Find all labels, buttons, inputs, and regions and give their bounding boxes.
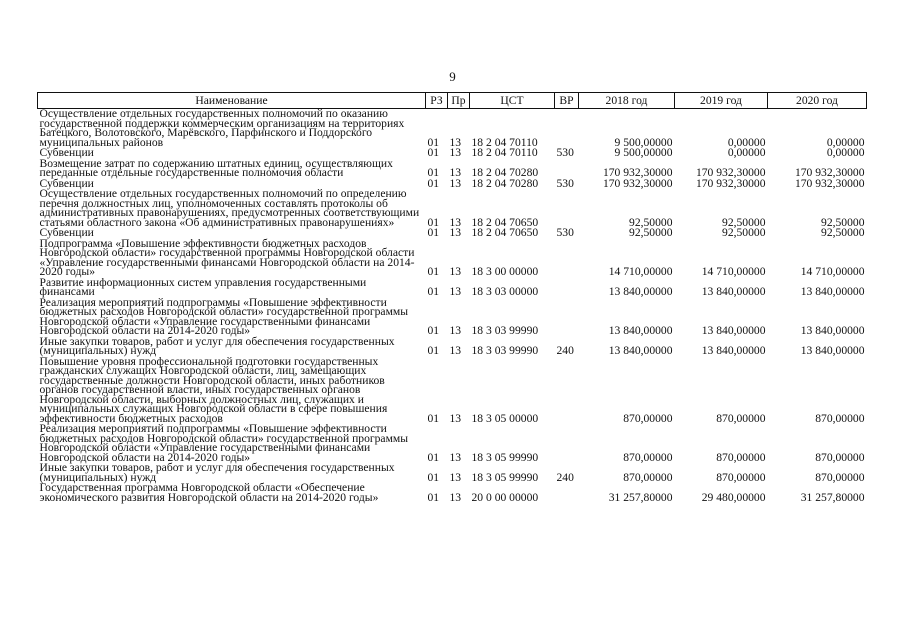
row-2018: 870,00000 (623, 411, 673, 425)
row-name: Реализация мероприятий подпрограммы «Повышение эффективности бюджетных расходов Новгородской области» государственной программы Новгородской области «Управление государственными финансами Новгородской области на 2014-2020 годы» (39, 295, 409, 337)
row-vr: 530 (556, 226, 574, 239)
row-cst: 18 3 03 99990 (471, 324, 539, 337)
row-2019: 870,00000 (716, 450, 766, 464)
row-2019: 13 840,00000 (701, 285, 766, 298)
row-cst: 18 2 04 70280 (471, 166, 539, 179)
row-name: Осуществление отдельных государственных полномочий по определению перечня должностных лиц, уполномоченных составлять протоколы об административных правонарушениях, предусмотренных соответствующими статьями областного закона «Об административных правонарушениях» (39, 187, 420, 229)
row-2018: 170 932,30000 (602, 176, 673, 190)
header-rz: РЗ (426, 93, 448, 109)
row-pr: 13 (449, 215, 462, 229)
row-cst: 20 0 00 00000 (471, 490, 539, 504)
row-name: Государственная программа Новгородской области «Обеспечение экономического развития Новгородской области на 2014-2020 годы» (39, 481, 379, 504)
row-vr (555, 357, 579, 425)
page-number: 9 (449, 69, 456, 84)
row-pr: 13 (449, 411, 462, 425)
row-vr (555, 159, 579, 179)
row-pr: 13 (449, 265, 462, 278)
row-vr (555, 424, 579, 463)
table-row (38, 483, 867, 503)
table-row (38, 239, 867, 278)
row-pr: 13 (449, 176, 462, 190)
row-2018: 170 932,30000 (602, 166, 673, 179)
row-2020: 31 257,80000 (800, 490, 865, 504)
row-cst: 18 3 00 00000 (471, 265, 539, 278)
table-row (38, 463, 867, 483)
row-cst: 18 3 03 99990 (471, 344, 539, 357)
row-2019: 13 840,00000 (701, 324, 766, 337)
budget-table (37, 92, 867, 503)
row-2019: 92,50000 (722, 226, 766, 239)
row-2020: 13 840,00000 (800, 285, 865, 298)
row-cst: 18 3 05 99990 (471, 450, 539, 464)
row-2020: 92,50000 (821, 226, 865, 239)
row-cst: 18 2 04 70110 (471, 146, 538, 159)
header-name: Наименование (38, 93, 426, 109)
row-2019: 14 710,00000 (701, 265, 766, 278)
row-rz: 01 (427, 135, 440, 149)
row-name: Субвенции (39, 226, 94, 239)
row-cst: 18 2 04 70650 (471, 215, 539, 229)
row-2020: 870,00000 (815, 470, 865, 484)
row-2019: 870,00000 (716, 470, 766, 484)
row-pr: 13 (449, 450, 462, 464)
row-vr (555, 483, 579, 503)
row-2020: 170 932,30000 (794, 176, 865, 190)
row-2019: 92,50000 (722, 215, 766, 229)
row-pr: 13 (449, 285, 462, 298)
table-row (38, 109, 867, 149)
header-2020: 2020 год (768, 93, 867, 109)
row-2020: 92,50000 (821, 215, 865, 229)
row-2019: 0,00000 (727, 146, 766, 159)
row-cst: 18 2 04 70650 (471, 226, 539, 239)
row-rz: 01 (427, 166, 440, 179)
row-2020: 870,00000 (815, 411, 865, 425)
row-2020: 14 710,00000 (800, 265, 865, 278)
row-2018: 870,00000 (623, 470, 673, 484)
row-vr (555, 298, 579, 337)
row-name: Иные закупки товаров, работ и услуг для обеспечения государственных (муниципальных) нужд (39, 334, 395, 357)
row-2020: 0,00000 (826, 135, 865, 149)
row-rz: 01 (427, 470, 440, 484)
row-2019: 870,00000 (716, 411, 766, 425)
row-vr: 240 (556, 344, 574, 357)
row-rz: 01 (427, 265, 440, 278)
row-2018: 9 500,00000 (614, 146, 673, 159)
row-name: Возмещение затрат по содержанию штатных единиц, осуществляющих переданные отдельные государственные полномочия области (39, 156, 393, 179)
header-vr: ВР (555, 93, 579, 109)
header-cst: ЦСТ (470, 93, 555, 109)
table-row (38, 159, 867, 179)
row-2018: 31 257,80000 (608, 490, 673, 504)
row-vr (555, 278, 579, 298)
row-rz: 01 (427, 344, 440, 357)
row-rz: 01 (427, 176, 440, 190)
header-pr: Пр (448, 93, 470, 109)
row-vr: 240 (556, 470, 574, 484)
row-cst: 18 2 04 70110 (471, 135, 538, 149)
table-row (38, 298, 867, 337)
row-name: Субвенции (39, 176, 94, 190)
row-2018: 92,50000 (629, 215, 673, 229)
row-2020: 870,00000 (815, 450, 865, 464)
table-row (38, 189, 867, 228)
row-cst: 18 2 04 70280 (471, 176, 539, 190)
row-name: Развитие информационных систем управления государственными финансами (39, 275, 367, 298)
header-2019: 2019 год (675, 93, 768, 109)
row-vr (555, 239, 579, 278)
row-name: Иные закупки товаров, работ и услуг для обеспечения государственных (муниципальных) нужд (39, 461, 395, 484)
row-2020: 170 932,30000 (794, 166, 865, 179)
row-name: Подпрограмма «Повышение эффективности бюджетных расходов Новгородской области» государственной программы Новгородской области «Управление государственными финансами Новгородской области на 2014-2020 годы» (39, 236, 415, 278)
row-2019: 29 480,00000 (701, 490, 766, 504)
row-name: Субвенции (39, 146, 94, 159)
row-2019: 170 932,30000 (695, 176, 766, 190)
row-2018: 92,50000 (629, 226, 673, 239)
row-rz: 01 (427, 450, 440, 464)
row-2020: 0,00000 (826, 146, 865, 159)
row-2018: 9 500,00000 (614, 135, 673, 149)
row-vr: 530 (556, 176, 574, 190)
row-2018: 13 840,00000 (608, 324, 673, 337)
row-pr: 13 (449, 226, 462, 239)
row-vr (555, 189, 579, 228)
row-2019: 0,00000 (727, 135, 766, 149)
row-vr: 530 (556, 146, 574, 159)
row-2018: 870,00000 (623, 450, 673, 464)
row-2018: 14 710,00000 (608, 265, 673, 278)
row-name: Повышение уровня профессиональной подготовки государственных гражданских служащих Новгородской области, лиц, замещающих государственные должности Новгородской области, иных работников органов государственной власти, иных государственных органов Новгородской области, выборных должностных лиц, служащих и муниципальных служащих Новгородской области в сфере повышения эффективности бюджетных расходов (39, 354, 388, 425)
row-pr: 13 (449, 344, 462, 357)
row-2019: 13 840,00000 (701, 344, 766, 357)
table-row (38, 278, 867, 298)
row-2020: 13 840,00000 (800, 344, 865, 357)
row-name: Реализация мероприятий подпрограммы «Повышение эффективности бюджетных расходов Новгородской области» государственной программы Новгородской области «Управление государственными финансами Новгородской области на 2014-2020 годы» (39, 422, 409, 464)
row-rz: 01 (427, 146, 440, 159)
row-name: Осуществление отдельных государственных полномочий по оказанию государственной поддержки коммерческим организациям на территориях Батецкого, Волотовского, Марёвского, Парфинского и Поддорского муниципальных районов (39, 107, 405, 149)
row-pr: 13 (449, 146, 462, 159)
row-rz: 01 (427, 226, 440, 239)
row-vr (555, 109, 579, 149)
row-cst: 18 3 05 99990 (471, 470, 539, 484)
row-2018: 13 840,00000 (608, 344, 673, 357)
row-cst: 18 3 03 00000 (471, 285, 539, 298)
row-rz: 01 (427, 215, 440, 229)
table-row (38, 424, 867, 463)
row-rz: 01 (427, 411, 440, 425)
row-2020: 13 840,00000 (800, 324, 865, 337)
table-row (38, 337, 867, 357)
row-rz: 01 (427, 285, 440, 298)
row-rz: 01 (427, 490, 440, 504)
row-2018: 13 840,00000 (608, 285, 673, 298)
row-pr: 13 (449, 490, 462, 504)
row-pr: 13 (449, 470, 462, 484)
table-row (38, 357, 867, 425)
row-2019: 170 932,30000 (695, 166, 766, 179)
header-2018: 2018 год (579, 93, 675, 109)
row-rz: 01 (427, 324, 440, 337)
row-pr: 13 (449, 135, 462, 149)
row-pr: 13 (449, 324, 462, 337)
row-pr: 13 (449, 166, 462, 179)
row-cst: 18 3 05 00000 (471, 411, 539, 425)
